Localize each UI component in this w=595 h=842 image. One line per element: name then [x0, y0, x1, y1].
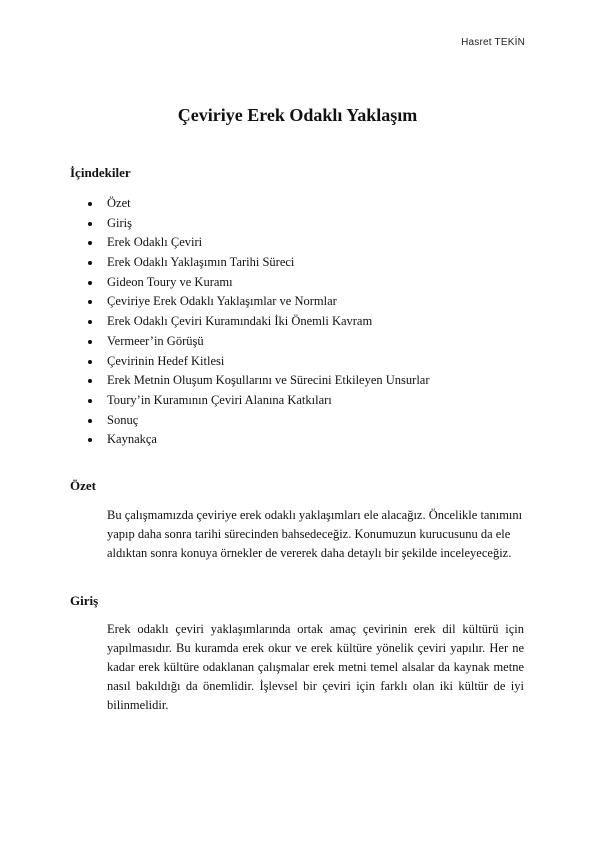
toc-item-label: Çeviriye Erek Odaklı Yaklaşımlar ve Normlar	[107, 294, 337, 309]
bullet-icon	[88, 399, 92, 403]
bullet-icon	[88, 281, 92, 285]
document-title: Çeviriye Erek Odaklı Yaklaşım	[177, 105, 418, 125]
toc-item-giris	[88, 214, 430, 234]
toc-item-label: Gideon Toury ve Kuramı	[107, 274, 233, 289]
bullet-icon	[88, 379, 92, 383]
toc-item-label: Erek Odaklı Yaklaşımın Tarihi Süreci	[107, 255, 295, 270]
toc-item-label: Erek Odaklı Çeviri Kuramındaki İki Önemli Kavram	[107, 314, 373, 329]
toc-item-label: Vermeer’in Görüşü	[107, 333, 204, 348]
bullet-icon	[88, 261, 92, 265]
toc-item-label: Çevirinin Hedef Kitlesi	[107, 353, 225, 368]
toc-item-ozet	[88, 194, 430, 214]
toc-item-label: Erek Metnin Oluşum Koşullarını ve Sürecini Etkileyen Unsurlar	[107, 373, 430, 388]
toc-item-iki-kavram	[88, 312, 430, 332]
toc-item-vermeer	[88, 332, 430, 352]
toc-item-toury-katkilari	[88, 391, 430, 411]
toc-item-label: Sonuç	[107, 412, 139, 427]
toc-item-label: Özet	[107, 196, 131, 210]
toc-item-label: Kaynakça	[107, 432, 157, 447]
bullet-icon	[88, 340, 92, 344]
toc-item-normlar	[88, 292, 430, 312]
toc-item-erek-odakli-ceviri	[88, 233, 430, 253]
paragraph-giris: Erek odaklı çeviri yaklaşımlarında ortak amaç çevirinin erek dil kültürü için yapılmasıdır. Bu kuramda erek okur ve erek kültüre yönelik çeviri yapılır. Her ne kadar erek kültüre odaklanan çalışmalar erek metni temel alsalar da kaynak metne nasıl bakıldığı da önemlidir. İşlevsel bir çeviri için farklı olan iki kültür de iyi bilinmelidir.	[107, 622, 524, 712]
bullet-icon	[88, 300, 92, 304]
paragraph-ozet: Bu çalışmamızda çeviriye erek odaklı yaklaşımları ele alacağız. Öncelikle tanımını yapıp daha sonra tarihi sürecinden bahsedeceğiz. Konumuzun kurucusunu da ele aldıktan sonra konuya örnekler de vererek daha detaylı bir şekilde inceleyeceğiz.	[107, 508, 523, 560]
toc-item-label: Giriş	[107, 215, 132, 230]
toc-item-kaynakca	[88, 430, 430, 450]
bullet-icon	[88, 222, 92, 226]
bullet-icon	[88, 202, 92, 206]
toc-item-erek-metin-kosullari	[88, 371, 430, 391]
bullet-icon	[88, 320, 92, 324]
bullet-icon	[88, 360, 92, 364]
toc-item-label: Erek Odaklı Çeviri	[107, 235, 203, 250]
bullet-icon	[88, 241, 92, 245]
toc-item-hedef-kitle	[88, 352, 430, 372]
toc-item-label: Toury’in Kuramının Çeviri Alanına Katkıları	[107, 392, 332, 407]
toc-list	[88, 194, 430, 450]
bullet-icon	[88, 438, 92, 442]
section-heading-giris: Giriş	[70, 593, 99, 608]
toc-item-tarihi-surec	[88, 253, 430, 273]
author-name: Hasret TEKİN	[461, 37, 525, 48]
toc-heading: İçindekiler	[70, 165, 131, 180]
toc-item-sonuc	[88, 411, 430, 431]
section-heading-ozet: Özet	[70, 478, 96, 493]
bullet-icon	[88, 419, 92, 423]
toc-item-gideon-toury	[88, 273, 430, 293]
